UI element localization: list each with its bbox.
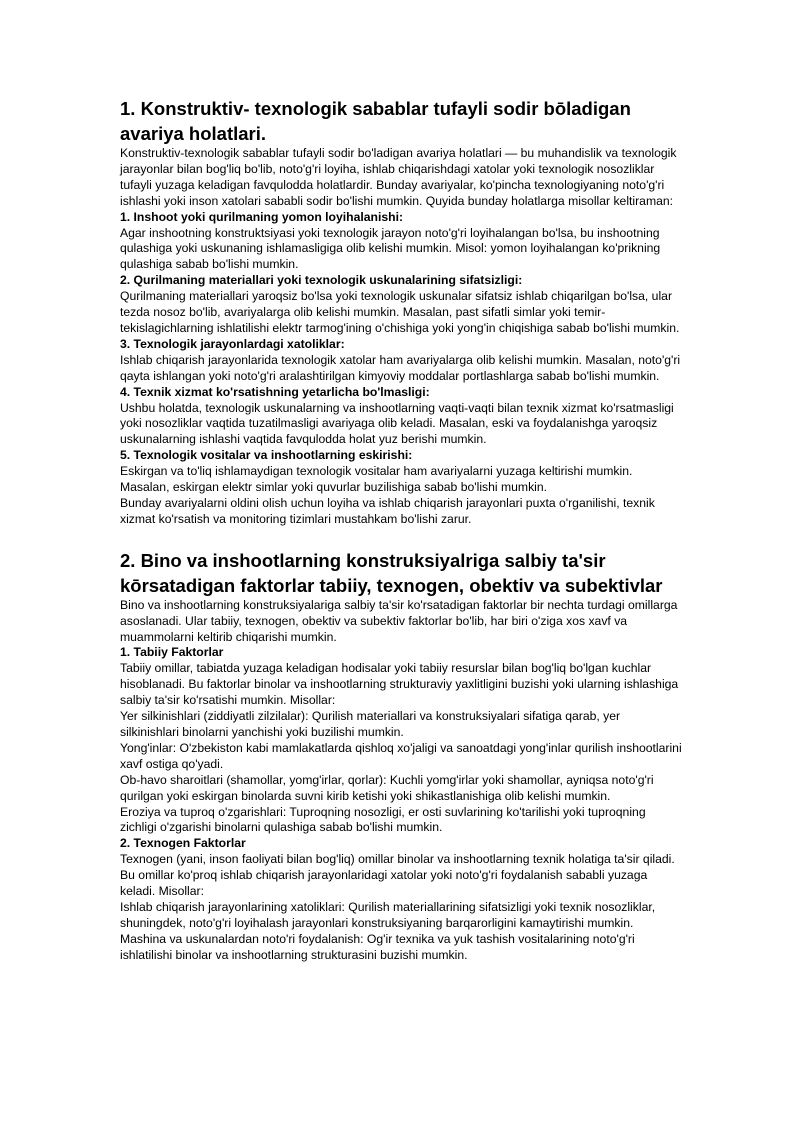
item-title: 3. Texnologik jarayonlardagi xatoliklar: [120, 336, 345, 351]
item-paragraph: Mashina va uskunalardan noto'ri foydalanish: Og'ir texnika va yuk tashish vositalarining noto'g'ri ishlatilishi binolar va inshootlarning strukturasini buzishi mumkin. [120, 931, 635, 962]
document-page [120, 96, 682, 964]
item-paragraph: Tabiiy omillar, tabiatda yuzaga keladigan hodisalar yoki tabiiy resurslar bilan bog'liq bo'lgan kuchlar hisoblanadi. Bu faktorlar binolar va inshootlarning strukturaviy yaxlitligini buzishi yoki ularning ishlashiga salbiy ta'sir ko'rsatishi mumkin. Misollar: [120, 661, 679, 708]
section-heading: 1. Konstruktiv- texnologik sabablar tufayli sodir bōladigan avariya holatlari. [120, 98, 631, 144]
item-paragraph: Ishlab chiqarish jarayonlarining xatoliklari: Qurilish materiallarining sifatsizligi yoki texnik nosozliklar, shuningdek, noto'g'ri loyihalash jarayonlari konstruksiyaning barqarorligini kamaytirishi mumkin. [120, 899, 656, 930]
item-title: 5. Texnologik vositalar va inshootlarning eskirishi: [120, 448, 413, 463]
item-paragraph: Ishlab chiqarish jarayonlarida texnologik xatolar ham avariyalarga olib kelishi mumkin. Masalan, noto'g'ri qayta ishlangan yoki noto'g'ri aralashtirilgan kimyoviy moddalar portlashlarga sabab bo'lishi mumkin. [120, 352, 681, 383]
item-paragraph: Ushbu holatda, texnologik uskunalarning va inshootlarning vaqti-vaqti bilan texnik xizmat ko'rsatmasligi yoki nosozliklar vaqtida tuzatilmasligi avariyaga olib keladi. Masalan, eski va foydalanishga yaroqsiz uskunalarning ishlashi vaqtida favqulodda holat yuz berishi mumkin. [120, 400, 674, 447]
section-intro: Bino va inshootlarning konstruksiyalariga salbiy ta'sir ko'rsatadigan faktorlar bir nechta turdagi omillarga asoslanadi. Ular tabiiy, texnogen, obektiv va subektiv faktorlar bo'lib, har biri o'ziga xos xavf va muammolarni keltirib chiqarishi mumkin. [120, 597, 678, 644]
item-paragraph: Ob-havo sharoitlari (shamollar, yomg'irlar, qorlar): Kuchli yomg'irlar yoki shamollar, ayniqsa noto'g'ri qurilgan yoki eskirgan binolarda suvni kirib ketishi yoki shikastlanishiga olib kelishi mumkin. [120, 772, 654, 803]
section-heading: 2. Bino va inshootlarning konstruksiyalriga salbiy ta'sir kōrsatadigan faktorlar tabiiy, texnogen, obektiv va subektivlar [120, 549, 663, 596]
item-paragraph: Qurilmaning materiallari yaroqsiz bo'lsa yoki texnologik uskunalar sifatsiz ishlab chiqarilgan bo'lsa, ular tezda nosoz bo'lib, avariyalarga olib kelishi mumkin. Masalan, past sifatli simlar yoki temir-tekislagichlarning ishlatilishi elektr tarmog'ining o'chishiga yoki yong'in chiqishiga sabab bo'lishi mumkin. [120, 289, 680, 335]
item-title: 1. Inshoot yoki qurilmaning yomon loyihalanishi: [120, 209, 404, 224]
item-title: 1. Tabiiy Faktorlar [120, 645, 224, 660]
section-2 [120, 548, 682, 964]
item-paragraph: Agar inshootning konstruktsiyasi yoki texnologik jarayon noto'g'ri loyihalangan bo'lsa, bu inshootning qulashiga yoki uskunaning ishlamasligiga olib kelishi mumkin. Misol: yomon loyihalangan ko'prikning qulashiga sabab bo'lishi mumkin. [120, 225, 661, 272]
item-title: 2. Texnogen Faktorlar [120, 836, 246, 851]
item-paragraph: Yong'inlar: O'zbekiston kabi mamlakatlarda qishloq xo'jaligi va sanoatdagi yong'inlar qurilish inshootlarini xavf ostiga qo'yadi. [120, 740, 682, 771]
item-title: 4. Texnik xizmat ko'rsatishning yetarlicha bo'lmasligi: [120, 384, 430, 399]
item-title: 2. Qurilmaning materiallari yoki texnologik uskunalarining sifatsizligi: [120, 273, 523, 288]
item-paragraph: Eroziya va tuproq o'zgarishlari: Tuproqning nosozligi, er osti suvlarining ko'tarilishi yoki tuproqning zichligi o'zgarishi binolarni qulashiga sabab bo'lishi mumkin. [120, 804, 646, 835]
item-paragraph: Eskirgan va to'liq ishlamaydigan texnologik vositalar ham avariyalarni yuzaga keltirishi mumkin. Masalan, eskirgan elektr simlar yoki quvurlar buzilishiga sabab bo'lishi mumkin. [120, 464, 633, 495]
item-paragraph: Texnogen (yani, inson faoliyati bilan bog'liq) omillar binolar va inshootlarning texnik holatiga ta'sir qiladi. Bu omillar ko'proq ishlab chiqarish jarayonlaridagi xatolar yoki noto'g'ri foydalanish sababli yuzaga keladi. Misollar: [120, 852, 675, 899]
item-paragraph: Bunday avariyalarni oldini olish uchun loyiha va ishlab chiqarish jarayonlari puxta o'rganilishi, texnik xizmat ko'rsatish va monitoring tizimlari mustahkam bo'lishi zarur. [120, 495, 655, 526]
section-1 [120, 96, 682, 528]
section-intro: Konstruktiv-texnologik sabablar tufayli sodir bo'ladigan avariya holatlari — bu muhandislik va texnologik jarayonlar bilan bog'liq bo'lib, noto'g'ri loyiha, ishlab chiqarishdagi xatolar yoki texnologik nosozliklar tufayli yuzaga keladigan favqulodda holatlardir. Bunday avariyalar, ko'pincha texnologiyaning noto'g'ri ishlashi yoki inson xatolari sababli sodir bo'lishi mumkin. Quyida bunday holatlarga misollar keltiraman: [120, 146, 677, 208]
item-paragraph: Yer silkinishlari (ziddiyatli zilzilalar): Qurilish materiallari va konstruksiyalari sifatiga qarab, yer silkinishlari binolarni yanchishi yoki buzilishi mumkin. [120, 709, 621, 739]
